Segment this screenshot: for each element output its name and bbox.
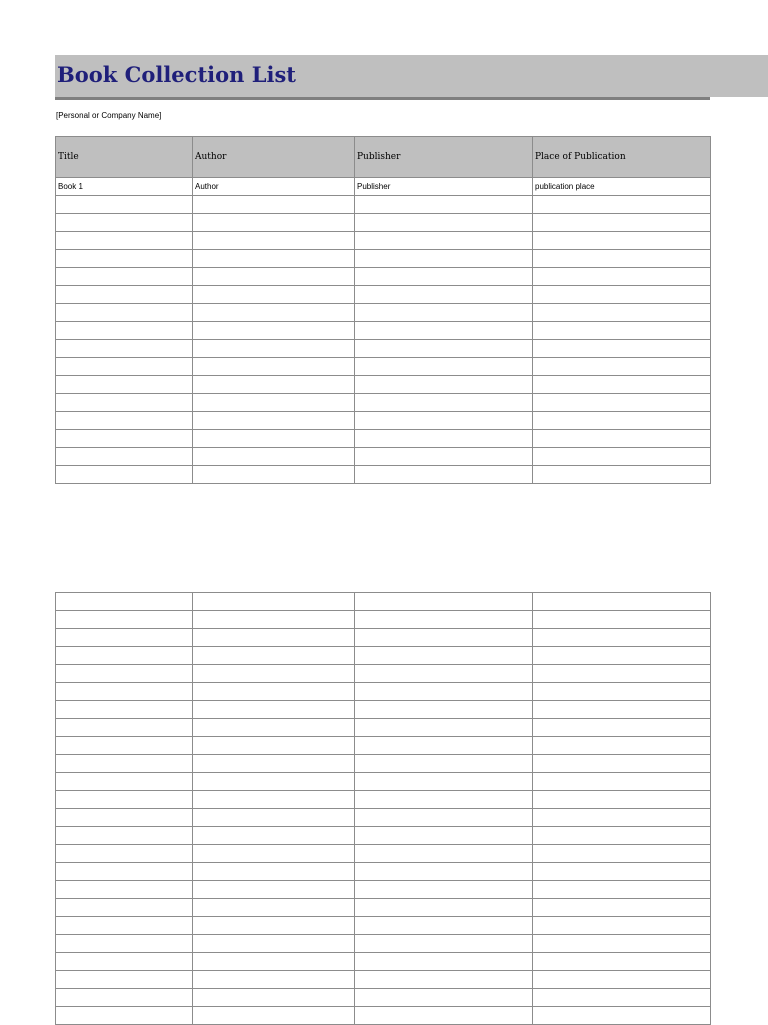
cell-author[interactable] [193, 917, 355, 935]
cell-author[interactable] [193, 394, 355, 412]
cell-title[interactable] [56, 773, 193, 791]
table-row [56, 989, 711, 1007]
cell-author[interactable] [193, 232, 355, 250]
cell-title[interactable] [56, 394, 193, 412]
header-publisher: Publisher [355, 137, 533, 178]
cell-place[interactable] [533, 376, 711, 394]
cell-place[interactable] [533, 701, 711, 719]
cell-title[interactable] [56, 971, 193, 989]
cell-author[interactable] [193, 376, 355, 394]
table-row [56, 953, 711, 971]
cell-publisher[interactable] [355, 232, 533, 250]
cell-title[interactable] [56, 593, 193, 611]
table-row [56, 214, 711, 232]
cell-author[interactable] [193, 358, 355, 376]
table-row [56, 773, 711, 791]
cell-title[interactable] [56, 953, 193, 971]
cell-place[interactable] [533, 917, 711, 935]
cell-place[interactable] [533, 412, 711, 430]
cell-author[interactable] [193, 1007, 355, 1025]
cell-place[interactable] [533, 773, 711, 791]
cell-author[interactable] [193, 935, 355, 953]
cell-title[interactable] [56, 665, 193, 683]
table-row [56, 430, 711, 448]
cell-author[interactable] [193, 647, 355, 665]
cell-place[interactable] [533, 647, 711, 665]
cell-place[interactable] [533, 953, 711, 971]
table-row [56, 196, 711, 214]
cell-publisher[interactable] [355, 917, 533, 935]
table-row [56, 917, 711, 935]
cell-publisher[interactable] [355, 899, 533, 917]
cell-place[interactable] [533, 196, 711, 214]
cell-place[interactable] [533, 448, 711, 466]
cell-author[interactable] [193, 412, 355, 430]
cell-publisher[interactable] [355, 322, 533, 340]
table-row [56, 827, 711, 845]
table-row [56, 845, 711, 863]
cell-publisher[interactable] [355, 448, 533, 466]
cell-publisher[interactable] [355, 665, 533, 683]
cell-publisher[interactable] [355, 196, 533, 214]
book-table-main [55, 136, 711, 484]
cell-title[interactable] [56, 196, 193, 214]
cell-publisher[interactable] [355, 250, 533, 268]
cell-place[interactable] [533, 989, 711, 1007]
cell-place[interactable] [533, 611, 711, 629]
book-table-continued [55, 592, 711, 1025]
cell-publisher[interactable] [355, 683, 533, 701]
cell-place[interactable] [533, 971, 711, 989]
cell-author[interactable] [193, 827, 355, 845]
cell-author[interactable] [193, 791, 355, 809]
cell-publisher[interactable] [355, 214, 533, 232]
table-header-row [56, 137, 711, 178]
cell-place[interactable]: publication place [533, 178, 711, 196]
cell-place[interactable] [533, 863, 711, 881]
cell-place[interactable] [533, 1007, 711, 1025]
cell-title[interactable] [56, 340, 193, 358]
cell-title[interactable] [56, 232, 193, 250]
cell-author[interactable] [193, 322, 355, 340]
cell-publisher[interactable] [355, 935, 533, 953]
table-row [56, 466, 711, 484]
table-row [56, 232, 711, 250]
title-divider [55, 97, 710, 100]
cell-author[interactable] [193, 304, 355, 322]
table-row [56, 394, 711, 412]
cell-publisher[interactable] [355, 701, 533, 719]
cell-title[interactable] [56, 286, 193, 304]
cell-place[interactable] [533, 845, 711, 863]
cell-place[interactable] [533, 340, 711, 358]
cell-title[interactable] [56, 376, 193, 394]
table-row [56, 719, 711, 737]
cell-author[interactable] [193, 971, 355, 989]
table-row [56, 250, 711, 268]
cell-publisher[interactable] [355, 611, 533, 629]
table-row [56, 899, 711, 917]
cell-author[interactable] [193, 737, 355, 755]
cell-place[interactable] [533, 322, 711, 340]
owner-name-placeholder[interactable]: [Personal or Company Name] [56, 111, 162, 120]
cell-title[interactable] [56, 863, 193, 881]
cell-author[interactable] [193, 250, 355, 268]
cell-publisher[interactable] [355, 340, 533, 358]
cell-publisher[interactable] [355, 773, 533, 791]
cell-title[interactable] [56, 466, 193, 484]
cell-title[interactable] [56, 899, 193, 917]
cell-author[interactable] [193, 755, 355, 773]
cell-author[interactable] [193, 466, 355, 484]
cell-title[interactable] [56, 809, 193, 827]
cell-publisher[interactable] [355, 719, 533, 737]
cell-author[interactable] [193, 773, 355, 791]
cell-publisher[interactable] [355, 394, 533, 412]
cell-author[interactable] [193, 683, 355, 701]
cell-place[interactable] [533, 466, 711, 484]
cell-title[interactable] [56, 701, 193, 719]
cell-title[interactable] [56, 827, 193, 845]
cell-publisher[interactable] [355, 268, 533, 286]
cell-author[interactable] [193, 989, 355, 1007]
cell-author[interactable] [193, 701, 355, 719]
cell-place[interactable] [533, 881, 711, 899]
table-row [56, 629, 711, 647]
cell-publisher[interactable] [355, 791, 533, 809]
table-row [56, 340, 711, 358]
cell-publisher[interactable] [355, 647, 533, 665]
cell-title[interactable] [56, 917, 193, 935]
cell-place[interactable] [533, 755, 711, 773]
table-row [56, 286, 711, 304]
cell-author[interactable] [193, 340, 355, 358]
cell-author[interactable] [193, 863, 355, 881]
cell-publisher[interactable] [355, 881, 533, 899]
cell-title[interactable] [56, 430, 193, 448]
cell-place[interactable] [533, 304, 711, 322]
cell-title[interactable]: Book 1 [56, 178, 193, 196]
cell-place[interactable] [533, 394, 711, 412]
cell-title[interactable] [56, 304, 193, 322]
cell-author[interactable] [193, 953, 355, 971]
cell-author[interactable] [193, 268, 355, 286]
cell-place[interactable] [533, 809, 711, 827]
table-row [56, 322, 711, 340]
cell-place[interactable] [533, 683, 711, 701]
cell-publisher[interactable] [355, 953, 533, 971]
cell-place[interactable] [533, 629, 711, 647]
cell-title[interactable] [56, 845, 193, 863]
cell-title[interactable] [56, 629, 193, 647]
table-row [56, 376, 711, 394]
cell-title[interactable] [56, 214, 193, 232]
table-row [56, 683, 711, 701]
cell-publisher[interactable] [355, 286, 533, 304]
cell-title[interactable] [56, 448, 193, 466]
cell-title[interactable] [56, 935, 193, 953]
cell-publisher[interactable] [355, 809, 533, 827]
cell-title[interactable] [56, 250, 193, 268]
cell-place[interactable] [533, 250, 711, 268]
cell-title[interactable] [56, 358, 193, 376]
cell-author[interactable] [193, 214, 355, 232]
page-title: Book Collection List [57, 62, 296, 87]
cell-title[interactable] [56, 755, 193, 773]
table-row [56, 611, 711, 629]
cell-publisher[interactable] [355, 358, 533, 376]
cell-title[interactable] [56, 647, 193, 665]
cell-author[interactable] [193, 809, 355, 827]
cell-publisher[interactable] [355, 827, 533, 845]
cell-author[interactable] [193, 448, 355, 466]
cell-title[interactable] [56, 611, 193, 629]
cell-author[interactable] [193, 286, 355, 304]
table-row [56, 809, 711, 827]
cell-title[interactable] [56, 989, 193, 1007]
cell-place[interactable] [533, 286, 711, 304]
cell-place[interactable] [533, 430, 711, 448]
cell-publisher[interactable] [355, 755, 533, 773]
cell-author[interactable] [193, 611, 355, 629]
cell-publisher[interactable] [355, 845, 533, 863]
cell-title[interactable] [56, 322, 193, 340]
cell-publisher[interactable] [355, 971, 533, 989]
cell-author[interactable]: Author [193, 178, 355, 196]
cell-author[interactable] [193, 629, 355, 647]
cell-place[interactable] [533, 665, 711, 683]
cell-title[interactable] [56, 719, 193, 737]
table-row [56, 304, 711, 322]
cell-publisher[interactable] [355, 629, 533, 647]
cell-title[interactable] [56, 881, 193, 899]
table-row [56, 647, 711, 665]
table-row [56, 268, 711, 286]
cell-author[interactable] [193, 881, 355, 899]
cell-place[interactable] [533, 827, 711, 845]
header-author: Author [193, 137, 355, 178]
cell-title[interactable] [56, 791, 193, 809]
table-row [56, 935, 711, 953]
cell-place[interactable] [533, 935, 711, 953]
cell-publisher[interactable] [355, 412, 533, 430]
table-row [56, 1007, 711, 1025]
header-title: Title [56, 137, 193, 178]
cell-author[interactable] [193, 845, 355, 863]
cell-place[interactable] [533, 268, 711, 286]
cell-title[interactable] [56, 1007, 193, 1025]
cell-author[interactable] [193, 665, 355, 683]
cell-publisher[interactable] [355, 430, 533, 448]
cell-place[interactable] [533, 737, 711, 755]
table-row [56, 593, 711, 611]
cell-author[interactable] [193, 430, 355, 448]
cell-title[interactable] [56, 268, 193, 286]
cell-place[interactable] [533, 719, 711, 737]
cell-publisher[interactable] [355, 304, 533, 322]
cell-publisher[interactable]: Publisher [355, 178, 533, 196]
cell-title[interactable] [56, 683, 193, 701]
cell-publisher[interactable] [355, 863, 533, 881]
cell-author[interactable] [193, 899, 355, 917]
cell-title[interactable] [56, 737, 193, 755]
table-row [56, 412, 711, 430]
cell-place[interactable] [533, 593, 711, 611]
table-row [56, 755, 711, 773]
table-row [56, 448, 711, 466]
table-row [56, 971, 711, 989]
cell-place[interactable] [533, 358, 711, 376]
table-row [56, 881, 711, 899]
table-row [56, 701, 711, 719]
table-row [56, 863, 711, 881]
header-place-of-publication: Place of Publication [533, 137, 711, 178]
cell-publisher[interactable] [355, 1007, 533, 1025]
cell-place[interactable] [533, 791, 711, 809]
cell-publisher[interactable] [355, 376, 533, 394]
cell-place[interactable] [533, 232, 711, 250]
cell-publisher[interactable] [355, 466, 533, 484]
table-row [56, 791, 711, 809]
table-row [56, 737, 711, 755]
cell-author[interactable] [193, 719, 355, 737]
table-row [56, 358, 711, 376]
cell-author[interactable] [193, 593, 355, 611]
cell-publisher[interactable] [355, 989, 533, 1007]
table-row [56, 665, 711, 683]
cell-place[interactable] [533, 899, 711, 917]
cell-title[interactable] [56, 412, 193, 430]
cell-publisher[interactable] [355, 737, 533, 755]
cell-author[interactable] [193, 196, 355, 214]
table-row [56, 178, 711, 196]
cell-publisher[interactable] [355, 593, 533, 611]
cell-place[interactable] [533, 214, 711, 232]
